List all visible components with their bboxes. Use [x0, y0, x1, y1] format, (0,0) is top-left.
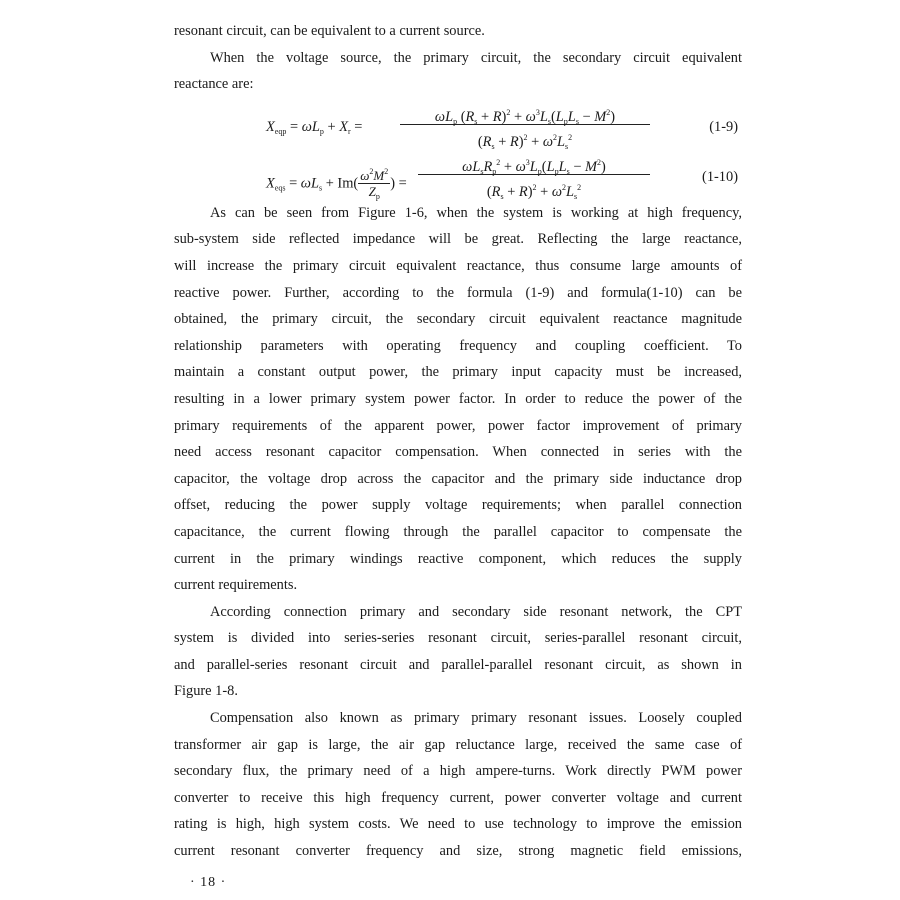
text-line: current resonant converter frequency and size, strong magnetic field emissions, [174, 843, 742, 860]
text-line: will increase the primary circuit equivalent reactance, thus consume large amounts of [174, 257, 742, 274]
text-line: Compensation also known as primary primary resonant issues. Loosely coupled [210, 710, 742, 727]
text-line: resonant circuit, can be equivalent to a current source. [174, 23, 485, 39]
equation-number: (1-10) [702, 168, 738, 185]
text-line: and parallel-series resonant circuit and parallel-parallel resonant circuit, as shown in [174, 656, 742, 673]
text-line: When the voltage source, the primary circuit, the secondary circuit equivalent [210, 49, 742, 66]
paragraph-continuation [174, 18, 742, 45]
text-line: reactive power. Further, according to the formula (1-9) and formula(1-10) can be [174, 284, 742, 301]
paragraph-topologies [174, 599, 742, 705]
paragraph-analysis [174, 200, 742, 599]
text-line: reactance are: [174, 76, 254, 93]
paragraph-reactance-intro [174, 45, 742, 72]
equation-1-9 [174, 102, 742, 151]
text-line: converter to receive this high frequency current, power converter voltage and current [174, 789, 742, 806]
text-line: sub-system side reflected impedance will be great. Reflecting the large reactance, [174, 231, 742, 248]
text-line: relationship parameters with operating frequency and coupling coefficient. To [174, 337, 742, 354]
equation-denominator: $(R_s + R)^2 + \omega^2L_s^2$ [477, 132, 573, 151]
equation-fraction [418, 152, 650, 201]
text-line: As can be seen from Figure 1-6, when the system is working at high frequency, [210, 204, 742, 221]
text-line: obtained, the primary circuit, the secondary circuit equivalent reactance magnitude [174, 311, 742, 328]
text-line: need access resonant capacitor compensation. When connected in series with the [174, 444, 742, 461]
text-line: current requirements. [174, 577, 298, 594]
equation-lhs: $X_{eqp} = \omega L_p + X_r$ = [266, 118, 363, 136]
inner-fraction: $\frac{\omega^2M^2}{Z_p}$ [358, 164, 390, 204]
equation-block [174, 102, 742, 200]
text-line: capacitance, the current flowing through the parallel capacitor to compensate the [174, 523, 742, 540]
equation-fraction [400, 102, 650, 151]
text-line: transformer air gap is large, the air gap reluctance large, received the same case of [174, 736, 742, 753]
equation-numerator: $\omega L_sR_p^2 + \omega^3L_p(L_pL_s - M^2)$ [462, 157, 606, 176]
text-line: primary requirements of the apparent power, power factor improvement of primary [174, 417, 742, 434]
text-line: According connection primary and secondary side resonant network, the CPT [210, 603, 742, 620]
text-line: offset, reducing the power supply voltage requirements; when parallel connection [174, 497, 742, 514]
equation-lhs: $X_{eqs} = \omega L_s + Im$( $\frac{\omega^2M^2}{Z_p}$ ) = [266, 164, 407, 204]
text-line: resulting in a lower primary system power factor. In order to reduce the power of the [174, 390, 742, 407]
text-line: Figure 1-8. [174, 683, 238, 700]
text-line: rating is high, high system costs. We need to use technology to improve the emission [174, 816, 742, 833]
equation-number: (1-9) [709, 118, 738, 135]
text-line: maintain a constant output power, the primary input capacity must be increased, [174, 364, 742, 381]
document-page [174, 18, 742, 865]
equation-1-10 [174, 152, 742, 201]
paragraph-compensation [174, 705, 742, 865]
equation-denominator: $(R_s + R)^2 + \omega^2L_s^2$ [486, 182, 582, 201]
equation-numerator: $\omega L_p$ $(R_s + R)^2 + \omega^3L_s(L_pL_s - M^2)$ [434, 107, 616, 126]
paragraph-reactance-intro-cont [174, 71, 742, 98]
text-line: capacitor, the voltage drop across the capacitor and the primary side inductance drop [174, 470, 742, 487]
text-line: secondary flux, the primary need of a high ampere-turns. Work directly PWM power [174, 763, 742, 780]
page-number: · 18 · [190, 875, 227, 890]
text-line: current in the primary windings reactive component, which reduces the supply [174, 550, 742, 567]
text-line: system is divided into series-series resonant circuit, series-parallel resonant circuit, [174, 630, 742, 647]
